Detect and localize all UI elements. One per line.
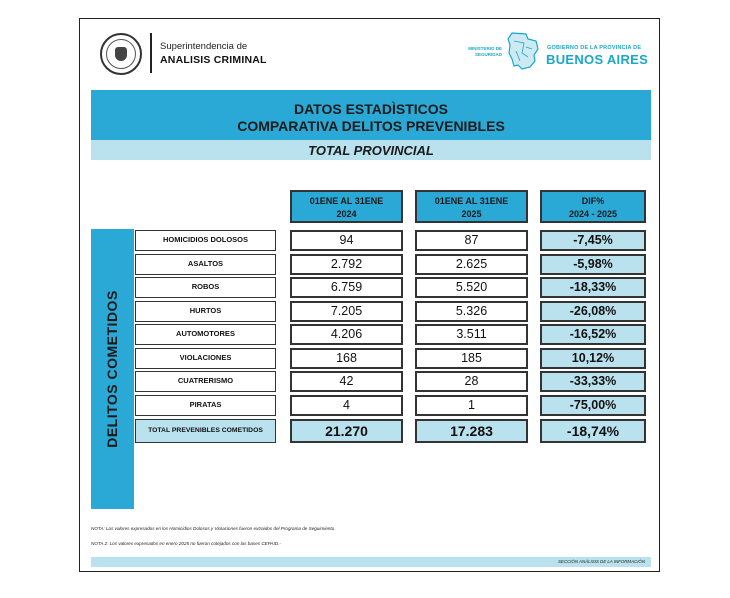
cell-2024: 4	[290, 395, 403, 416]
cell-2025: 5.326	[415, 301, 528, 322]
column-header-2024	[290, 190, 403, 223]
total-2025: 17.283	[415, 419, 528, 443]
title-line2: COMPARATIVA DELITOS PREVENIBLES	[237, 118, 505, 134]
row-label: HURTOS	[135, 301, 276, 322]
column-header-diff	[540, 190, 646, 223]
footer-section-label: SECCIÓN ANÁLISIS DE LA INFORMACIÓN	[557, 559, 645, 564]
cell-2024: 4.206	[290, 324, 403, 345]
subtitle-banner	[91, 140, 651, 160]
cell-diff: -18,33%	[540, 277, 646, 298]
row-label: CUATRERISMO	[135, 371, 276, 392]
note-1: NOTA: Los valores expresados en los Homicidios Dolosos y Violaciones fueron extraidos del Programa de Seguimiento.	[91, 526, 336, 531]
cell-2025: 3.511	[415, 324, 528, 345]
cell-2024: 6.759	[290, 277, 403, 298]
cell-diff: -75,00%	[540, 395, 646, 416]
police-seal-logo	[100, 33, 142, 75]
cell-2025: 5.520	[415, 277, 528, 298]
cell-2024: 94	[290, 230, 403, 251]
total-diff: -18,74%	[540, 419, 646, 443]
column-header-2025	[415, 190, 528, 223]
ministry-line2: SEGURIDAD	[474, 52, 502, 57]
row-label: ASALTOS	[135, 254, 276, 275]
cell-2024: 7.205	[290, 301, 403, 322]
subtitle: TOTAL PROVINCIAL	[308, 143, 434, 158]
header-divider	[150, 33, 152, 73]
cell-2024: 2.792	[290, 254, 403, 275]
column-header-diff-title: DIF%	[581, 196, 605, 206]
cell-diff: -33,33%	[540, 371, 646, 392]
cell-diff: -5,98%	[540, 254, 646, 275]
row-label: HOMICIDIOS DOLOSOS	[135, 230, 276, 251]
side-category-label: DELITOS COMETIDOS	[104, 290, 120, 448]
title-line1: DATOS ESTADÌSTICOS	[293, 101, 448, 117]
cell-2025: 185	[415, 348, 528, 369]
province-map-icon	[506, 31, 540, 71]
cell-2024: 42	[290, 371, 403, 392]
province-name: BUENOS AIRES	[546, 52, 649, 67]
row-label: ROBOS	[135, 277, 276, 298]
row-label: AUTOMOTORES	[135, 324, 276, 345]
government-label: GOBIERNO DE LA PROVINCIA DE	[547, 45, 642, 51]
cell-diff: -26,08%	[540, 301, 646, 322]
row-label: PIRATAS	[135, 395, 276, 416]
column-header-2025-year: 2025	[461, 209, 482, 219]
cell-diff: 10,12%	[540, 348, 646, 369]
org-name-line2: ANALISIS CRIMINAL	[160, 54, 267, 66]
total-2024: 21.270	[290, 419, 403, 443]
row-label: VIOLACIONES	[135, 348, 276, 369]
cell-diff: -16,52%	[540, 324, 646, 345]
column-header-2024-year: 2024	[336, 209, 357, 219]
title-banner	[91, 90, 651, 140]
ministry-label	[452, 46, 502, 58]
cell-2025: 1	[415, 395, 528, 416]
footer-bar	[91, 557, 651, 567]
column-header-diff-years: 2024 - 2025	[568, 209, 618, 219]
cell-2025: 87	[415, 230, 528, 251]
cell-2024: 168	[290, 348, 403, 369]
column-header-2025-range: 01ENE AL 31ENE	[434, 196, 509, 206]
org-name-line1: Superintendencia de	[160, 41, 248, 52]
cell-2025: 2.625	[415, 254, 528, 275]
report-page	[79, 18, 660, 572]
side-category-band	[91, 229, 134, 509]
cell-diff: -7,45%	[540, 230, 646, 251]
column-header-2024-range: 01ENE AL 31ENE	[309, 196, 384, 206]
note-2: NOTA 2: Los valores expresados en enero 2025 no fueron cotejados con las bases CEPAID.-	[91, 541, 281, 546]
cell-2025: 28	[415, 371, 528, 392]
total-row-label: TOTAL PREVENIBLES COMETIDOS	[135, 419, 276, 443]
ministry-line1: MINISTERIO DE	[468, 46, 502, 51]
